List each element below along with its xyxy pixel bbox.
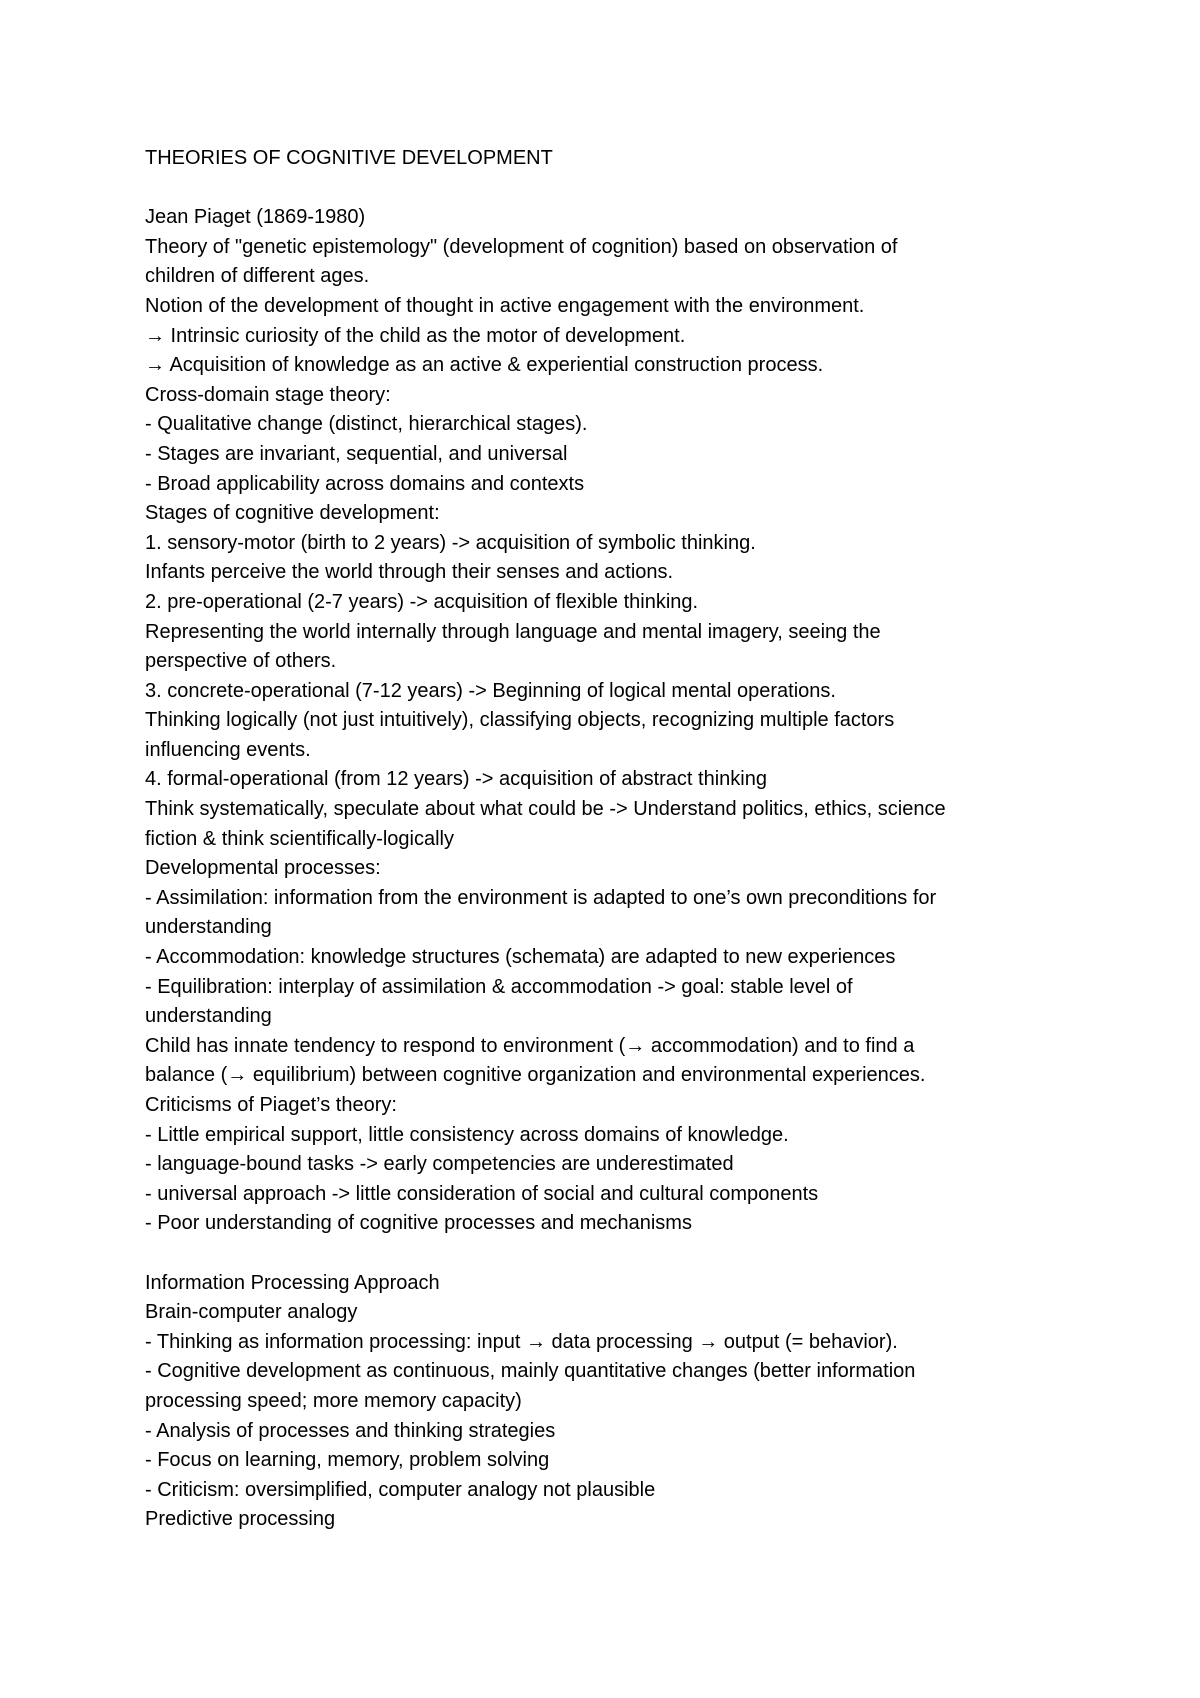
text-line: Think systematically, speculate about what could be -> Understand politics, ethics, science <box>145 798 946 821</box>
list-item: - Equilibration: interplay of assimilation & accommodation -> goal: stable level of <box>145 975 853 998</box>
text-line: fiction & think scientifically-logically <box>145 827 455 850</box>
list-item: - Cognitive development as continuous, mainly quantitative changes (better information <box>145 1360 916 1383</box>
list-item: 2. pre-operational (2-7 years) -> acquisition of flexible thinking. <box>145 590 699 613</box>
list-item: - Thinking as information processing: input → data processing → output (= behavior). <box>145 1330 898 1353</box>
section-heading-information-processing: Information Processing Approach <box>145 1271 440 1294</box>
text-line: balance (→ equilibrium) between cognitive organization and environmental experiences. <box>145 1064 926 1087</box>
text-line: Predictive processing <box>145 1508 336 1531</box>
list-item: - language-bound tasks -> early competencies are underestimated <box>145 1153 734 1176</box>
list-item: - Assimilation: information from the environment is adapted to one’s own preconditions for <box>145 886 937 909</box>
blank-line <box>145 1239 1145 1269</box>
list-item: - universal approach -> little consideration of social and cultural components <box>145 1182 819 1205</box>
text-line: Brain-computer analogy <box>145 1301 358 1324</box>
list-item: - Qualitative change (distinct, hierarchical stages). <box>145 413 588 436</box>
blank-line <box>145 174 1145 204</box>
text-line: Thinking logically (not just intuitively), classifying objects, recognizing multiple factors <box>145 709 895 732</box>
text-line: Stages of cognitive development: <box>145 502 440 525</box>
list-item: 3. concrete-operational (7-12 years) -> Beginning of logical mental operations. <box>145 679 836 702</box>
text-line: Cross-domain stage theory: <box>145 383 391 406</box>
list-item: - Little empirical support, little consistency across domains of knowledge. <box>145 1123 789 1146</box>
text-line: understanding <box>145 1005 272 1028</box>
text-line: Notion of the development of thought in active engagement with the environment. <box>145 294 865 317</box>
text-line: Developmental processes: <box>145 857 381 880</box>
text-line: children of different ages. <box>145 265 370 288</box>
list-item: - Focus on learning, memory, problem solving <box>145 1449 550 1472</box>
text-line: Criticisms of Piaget’s theory: <box>145 1094 397 1116</box>
text-line: processing speed; more memory capacity) <box>145 1389 522 1412</box>
list-item: 4. formal-operational (from 12 years) -> acquisition of abstract thinking <box>145 768 767 791</box>
list-item: - Analysis of processes and thinking strategies <box>145 1419 556 1442</box>
text-line: → Intrinsic curiosity of the child as the motor of development. <box>145 324 686 347</box>
list-item: - Poor understanding of cognitive processes and mechanisms <box>145 1212 692 1235</box>
text-line: Child has innate tendency to respond to environment (→ accommodation) and to find a <box>145 1034 915 1057</box>
text-line: → Acquisition of knowledge as an active & experiential construction process. <box>145 354 824 377</box>
list-item: - Accommodation: knowledge structures (schemata) are adapted to new experiences <box>145 946 896 969</box>
text-line: Representing the world internally through language and mental imagery, seeing the <box>145 620 881 643</box>
text-line: influencing events. <box>145 738 311 761</box>
document-body <box>145 144 1145 1535</box>
list-item: 1. sensory-motor (birth to 2 years) -> acquisition of symbolic thinking. <box>145 531 756 554</box>
section-heading-piaget: Jean Piaget (1869-1980) <box>145 206 366 229</box>
text-line: perspective of others. <box>145 650 337 673</box>
text-line: Theory of "genetic epistemology" (development of cognition) based on observation of <box>145 235 898 258</box>
list-item: - Stages are invariant, sequential, and universal <box>145 442 568 465</box>
text-line: understanding <box>145 916 272 939</box>
text-line: Infants perceive the world through their senses and actions. <box>145 561 674 584</box>
list-item: - Broad applicability across domains and contexts <box>145 472 585 495</box>
document-title: THEORIES OF COGNITIVE DEVELOPMENT <box>145 147 553 169</box>
list-item: - Criticism: oversimplified, computer analogy not plausible <box>145 1478 656 1501</box>
